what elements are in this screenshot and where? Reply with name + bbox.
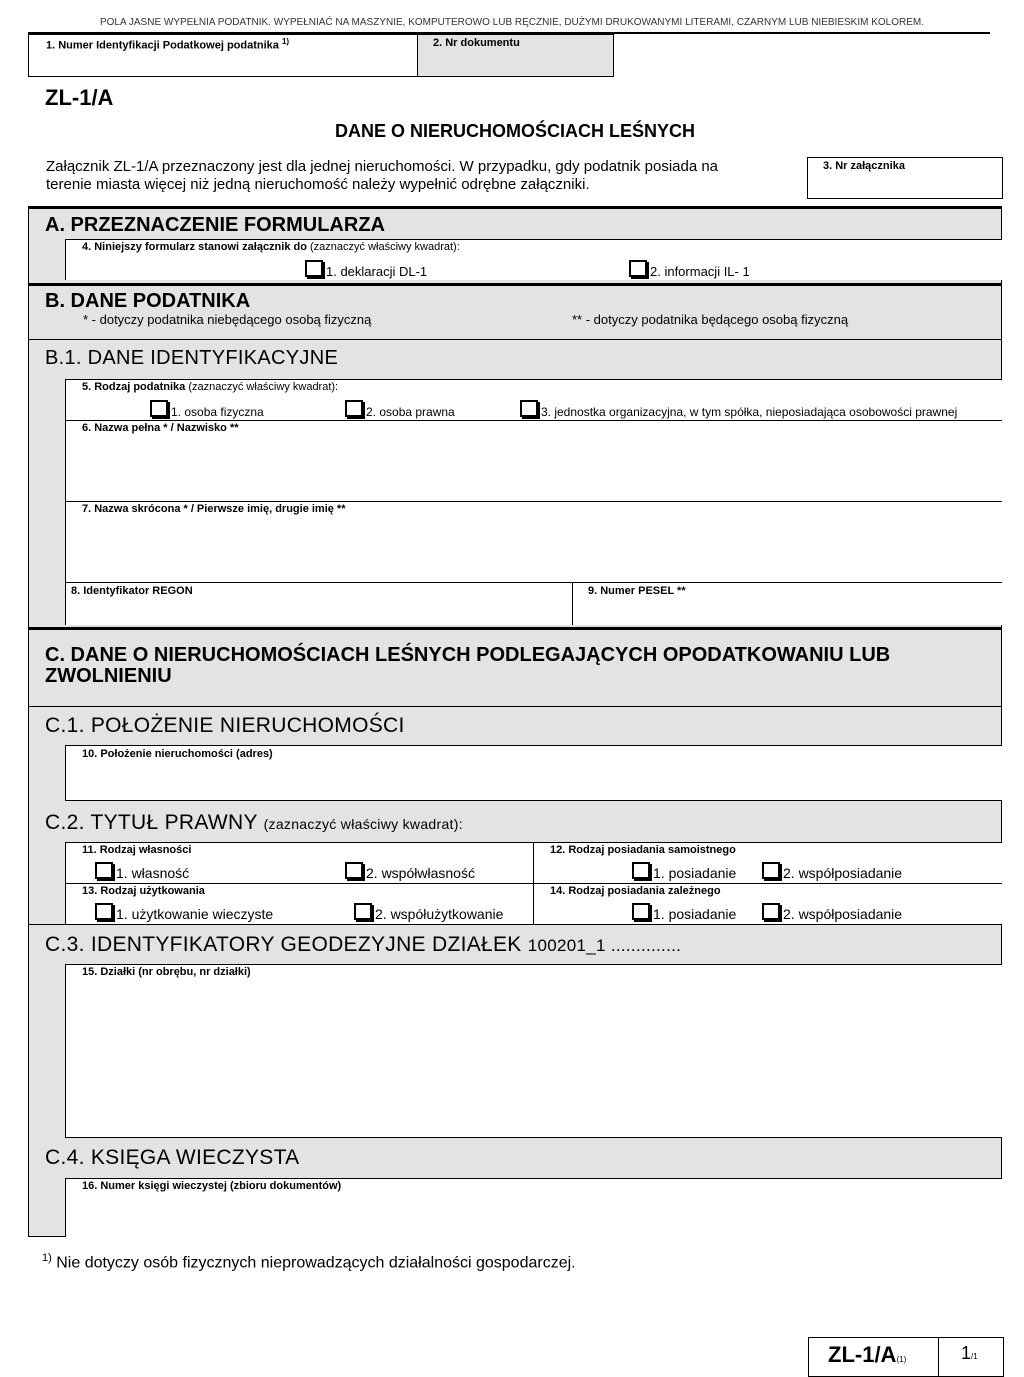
checkbox-icon[interactable] — [520, 400, 538, 417]
checkbox-icon[interactable] — [150, 400, 168, 417]
doc-number-label: 2. Nr dokumentu — [433, 37, 520, 49]
footer-form-code: ZL-1/A(1) — [828, 1342, 907, 1367]
section-b-note1: * - dotyczy podatnika niebędącego osobą fizyczną — [83, 312, 372, 327]
field10-label: 10. Położenie nieruchomości (adres) — [82, 748, 273, 760]
field8-label: 8. Identyfikator REGON — [71, 585, 193, 597]
checkbox-icon[interactable] — [762, 903, 780, 920]
form-code: ZL-1/A — [45, 85, 114, 110]
checkbox-icon[interactable] — [762, 862, 780, 879]
checkbox-icon[interactable] — [632, 903, 650, 920]
nip-label: 1. Numer Identyfikacji Podatkowej podatnika $^{1)}$ — [46, 37, 290, 52]
top-note: POLA JASNE WYPEŁNIA PODATNIK. WYPEŁNIAĆ NA MASZYNIE, KOMPUTEROWO LUB RĘCZNIE, DUŻYMI DRUKOWANYMI LITERAMI, CZARNYM LUB NIEBIESKIM KOLOREM. — [99, 17, 925, 28]
field5-option-natural-person[interactable]: 1. osoba fizyczna — [150, 400, 264, 419]
section-a-title: A. PRZEZNACZENIE FORMULARZA — [45, 214, 385, 236]
plots-input[interactable] — [67, 980, 1000, 1136]
section-c3-title: C.3. IDENTYFIKATORY GEODEZYJNE DZIAŁEK 100201_1 .............. — [45, 933, 682, 956]
field7-label: 7. Nazwa skrócona * / Pierwsze imię, drugie imię ** — [82, 503, 346, 515]
section-c2-title: C.2. TYTUŁ PRAWNY (zaznaczyć właściwy kwadrat): — [45, 811, 463, 834]
field6-label: 6. Nazwa pełna * / Nazwisko ** — [82, 422, 239, 434]
field5-option-legal-person[interactable]: 2. osoba prawna — [345, 400, 455, 419]
full-name-input[interactable] — [67, 436, 1000, 500]
field13-option-co-usufruct[interactable]: 2. współużytkowanie — [354, 903, 503, 922]
attachment-number-label: 3. Nr załącznika — [823, 160, 905, 172]
field14-label: 14. Rodzaj posiadania zależnego — [550, 885, 721, 897]
field4-label: 4. Niniejszy formularz stanowi załącznik do (zaznaczyć właściwy kwadrat): — [82, 241, 460, 253]
checkbox-icon[interactable] — [95, 862, 113, 879]
pesel-input[interactable] — [575, 599, 1000, 623]
section-b-title: B. DANE PODATNIKA — [45, 290, 251, 312]
field14-option-co-possession[interactable]: 2. współposiadanie — [762, 903, 902, 922]
checkbox-icon[interactable] — [632, 862, 650, 879]
land-register-input[interactable] — [67, 1194, 1000, 1235]
checkbox-icon[interactable] — [345, 862, 363, 879]
field4-option-il1[interactable]: 2. informacji IL- 1 — [629, 260, 750, 279]
field11-option-ownership[interactable]: 1. własność — [95, 862, 189, 881]
checkbox-icon[interactable] — [629, 260, 647, 277]
field5-label: 5. Rodzaj podatnika (zaznaczyć właściwy kwadrat): — [82, 381, 339, 393]
checkbox-icon[interactable] — [354, 903, 372, 920]
section-c4-title: C.4. KSIĘGA WIECZYSTA — [45, 1146, 300, 1169]
field14-option-possession[interactable]: 1. posiadanie — [632, 903, 736, 922]
plot-identifier-value: 100201_1 .............. — [527, 936, 682, 955]
section-b1-title: B.1. DANE IDENTYFIKACYJNE — [45, 347, 339, 369]
field12-option-co-possession[interactable]: 2. współposiadanie — [762, 862, 902, 881]
field15-label: 15. Działki (nr obrębu, nr działki) — [82, 966, 251, 978]
short-name-input[interactable] — [67, 517, 1000, 581]
field12-option-possession[interactable]: 1. posiadanie — [632, 862, 736, 881]
field13-option-perpetual-usufruct[interactable]: 1. użytkowanie wieczyste — [95, 903, 273, 922]
footnote: $^{1)}$ Nie dotyczy osób fizycznych nieprowadzących działalności gospodarczej. — [42, 1252, 576, 1272]
regon-input[interactable] — [67, 599, 570, 623]
section-c-title: C. DANE O NIERUCHOMOŚCIACH LEŚNYCH PODLEGAJĄCYCH OPODATKOWANIU LUB ZWOLNIENIU — [45, 644, 891, 687]
section-c1-title: C.1. POŁOŻENIE NIERUCHOMOŚCI — [45, 714, 405, 737]
intro-text: Załącznik ZL-1/A przeznaczony jest dla jednej nieruchomości. W przypadku, gdy podatnik posiada na terenie miasta więcej niż jedną nieruchomość należy wypełnić odrębne załączniki. — [46, 158, 719, 193]
section-b-note2: ** - dotyczy podatnika będącego osobą fizyczną — [572, 312, 849, 327]
field9-label: 9. Numer PESEL ** — [588, 585, 686, 597]
form-title: DANE O NIERUCHOMOŚCIACH LEŚNYCH — [334, 121, 696, 141]
footer-page-number: 1/1 — [961, 1343, 978, 1363]
field12-label: 12. Rodzaj posiadania samoistnego — [550, 844, 736, 856]
property-address-input[interactable] — [67, 762, 1000, 799]
checkbox-icon[interactable] — [305, 260, 323, 277]
field16-label: 16. Numer księgi wieczystej (zbioru dokumentów) — [82, 1180, 342, 1192]
field5-option-organizational-unit[interactable]: 3. jednostka organizacyjna, w tym spółka, nieposiadająca osobowości prawnej — [520, 400, 957, 419]
checkbox-icon[interactable] — [345, 400, 363, 417]
checkbox-icon[interactable] — [95, 903, 113, 920]
field13-label: 13. Rodzaj użytkowania — [82, 885, 205, 897]
field4-option-dl1[interactable]: 1. deklaracji DL-1 — [305, 260, 427, 279]
field11-label: 11. Rodzaj własności — [82, 844, 192, 856]
field11-option-co-ownership[interactable]: 2. współwłasność — [345, 862, 475, 881]
